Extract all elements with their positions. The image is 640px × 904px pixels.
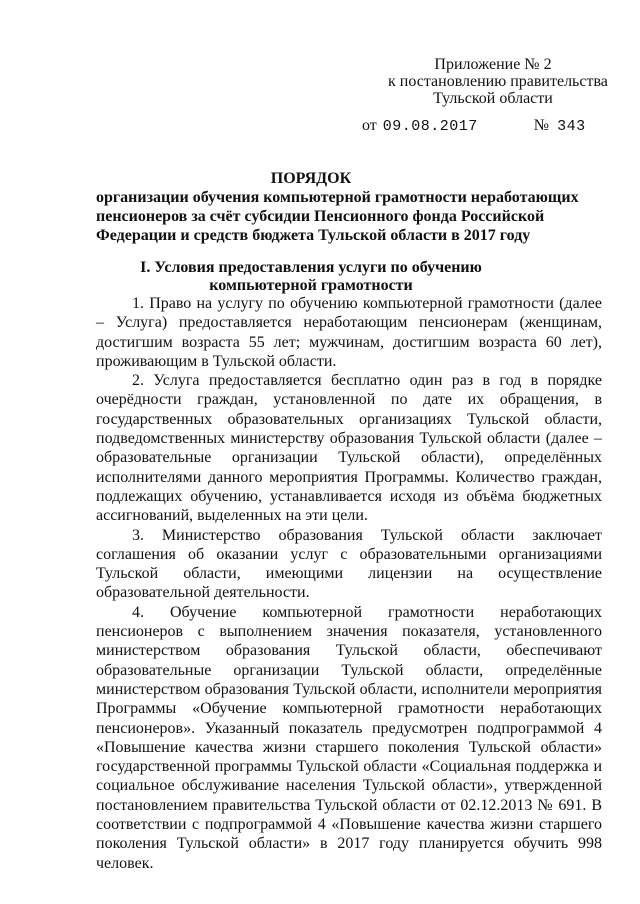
document-title (96, 169, 579, 245)
appendix-line: Приложение № 2 (434, 56, 552, 73)
appendix-line: к постановлению правительства (388, 73, 608, 90)
paragraph-2: 2. Услуга предоставляется бесплатно один раз в год в порядке очерёдности граждан, установленной по дате их обращения, в государственных образовательных организациях Тульской области, подведомственных министерству образования Тульской области (далее – образовательные организации Тульской области), определённых исполнителями данного мероприятия Программы. Количество граждан, подлежащих обучению, устанавливается исходя из объёма бюджетных ассигнований, выделенных на эти цели. (96, 372, 602, 525)
title-line: Федерации и средств бюджета Тульской области в 2017 году (96, 227, 531, 244)
section-title (96, 259, 526, 295)
section-title-line: I. Условия предоставления услуги по обучению (140, 259, 482, 276)
paragraph-4: 4. Обучение компьютерной грамотности неработающих пенсионеров с выполнением значения показателя, установленного министерством образования Тульской области, обеспечивают образовательные организации Тульской области, определённые министерством образования Тульской области, исполнители мероприятия Программы «Обучение компьютерной грамотности неработающих пенсионеров». Указанный показатель предусмотрен подпрограммой 4 «Повышение качества жизни старшего поколения Тульской области» государственной программы Тульской области «Социальная поддержка и социальное обслуживание населения Тульской области», утвержденной постановлением правительства Тульской области от 02.12.2013 № 691. В соответствии с подпрограммой 4 «Повышение качества жизни старшего поколения Тульской области» в 2017 году планируется обучить 998 человек. (96, 603, 602, 872)
paragraph-1: 1. Право на услугу по обучению компьютерной грамотности (далее – Услуга) предоставляется неработающим пенсионерам (женщинам, достигшим возраста 55 лет; мужчинам, достигшим возраста 60 лет), проживающим в Тульской области. (96, 295, 602, 370)
title-heading: ПОРЯДОК (270, 170, 352, 187)
document-date: 09.08.2017 (382, 118, 478, 135)
appendix-line: Тульской области (433, 90, 553, 107)
date-label: от (362, 117, 377, 134)
appendix-block (388, 56, 608, 107)
date-number-line (362, 117, 586, 136)
title-line: организации обучения компьютерной грамотности неработающих (96, 189, 579, 206)
title-line: пенсионеров за счёт субсидии Пенсионного фонда Российской (96, 208, 545, 225)
paragraph-3: 3. Министерство образования Тульской области заключает соглашения об оказании услуг с образовательными организациями Тульской области, имеющими лицензии на осуществление образовательной деятельности. (96, 526, 602, 602)
section-title-line: компьютерной грамотности (209, 277, 413, 294)
document-number: 343 (557, 118, 586, 135)
number-label: № (533, 117, 550, 134)
document-body (96, 294, 602, 873)
